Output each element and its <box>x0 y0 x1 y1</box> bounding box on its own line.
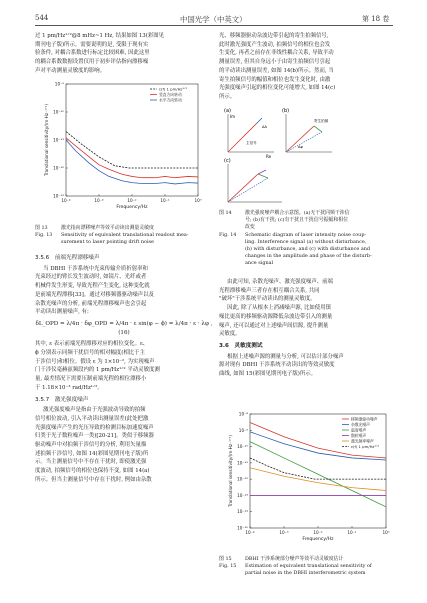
text-line: 述拍频干涉信号, 如图 14(彩图见期刊电子版)所 <box>35 450 149 457</box>
fig15-caption-cn-label: 图 15 <box>219 556 232 562</box>
text-line: "破坏"干涉系统平动读出的测量灵敏度。 <box>219 296 316 303</box>
fig14-label-a: (a) <box>224 108 231 114</box>
text-line: 曲线, 如图 15(彩图见期刊电子版)所示。 <box>219 371 317 378</box>
legend-label: 温度噪声 <box>351 427 367 433</box>
fig14-caption-cn-1: 激光强度噪声耦合示意图。(a)无干扰同频干涉信 <box>245 210 350 216</box>
text-line: 当 DBHI 干涉系统中光束传输介质折射率和 <box>43 265 148 272</box>
y-tick-label: 10⁻¹¹ <box>53 137 64 143</box>
y-tick-label: 10⁻¹⁴ <box>237 509 248 515</box>
y-axis-label: Translational sensitivity/(m·Hz⁻¹ᐟ²) <box>228 435 233 507</box>
x-axis-label: Frequency/Hz <box>302 537 334 542</box>
fig14-caption-cn-2: 号; (b)有干扰; (c)有干扰且干扰信号振幅和相位 <box>245 217 349 224</box>
text-line: 光、移频器驱动杂波边带引起的寄生拍频信号, <box>219 33 329 39</box>
x-tick-label: 10⁰ <box>382 530 390 535</box>
fig14-panel-c <box>224 158 282 202</box>
fig14-vector-parasitic <box>258 174 268 178</box>
fig14-caption <box>219 210 397 268</box>
fig14-caption-en-label: Fig. 14 <box>219 231 237 238</box>
page-number: 544 <box>35 14 49 22</box>
fig14-vector-main <box>228 174 258 202</box>
x-tick-label: 10⁻³ <box>94 198 104 203</box>
fig14-caption-en-5: ance signal <box>245 260 274 267</box>
fig15-caption-cn: DBHI 干涉系统部分噪声等效平动灵敏度估计 <box>245 556 344 562</box>
x-axis-label: Frequency/Hz <box>116 205 148 210</box>
text-line: 因此, 除了从根本上消减噪声源, 比如使用镇 <box>227 305 331 312</box>
text-line: 示。当主测量信号中不存在干扰时, 即使激光强 <box>35 459 147 466</box>
y-tick-label: 10⁻¹⁰ <box>237 444 248 450</box>
fig15-svg <box>222 410 394 552</box>
text-line: 的平动读出测量误差, 如图 14(b)所示。然而, 当 <box>219 67 334 74</box>
fig14-panel-b <box>282 108 332 152</box>
fig14-vector-sum <box>228 178 268 202</box>
fig14-dphi-label: Δφ <box>298 145 303 149</box>
fig14-vector-delta <box>256 118 262 124</box>
legend-label: ε(f) 1 pm/Hz¹ᐟ² <box>351 444 380 449</box>
volume-label: 第 18 卷 <box>362 15 390 23</box>
fig13-caption-cn-label: 图 13 <box>35 225 48 231</box>
fig14-label-c: (c) <box>224 158 231 164</box>
text-line: 是前端光程漂移[33]。通过对移频器驱动噪声以及 <box>35 291 154 298</box>
text-line: 光束经过的臂长发生波动时, 如镜片、光纤或者 <box>35 274 147 281</box>
left-column-lower <box>35 251 213 485</box>
fig14-caption-en-4: changes in the amplitude and phase of the disturb- <box>245 253 372 260</box>
y-axis-label: Translational sensitivity/(m·Hz⁻¹ᐟ²) <box>44 104 49 176</box>
series-line <box>250 458 386 479</box>
y-tick-label: 10⁻¹² <box>53 165 64 171</box>
text-line: 源对现有 DBHI 干涉系统平动读出的等效灵敏度 <box>219 362 335 369</box>
text-line: 寄生拍频信号的幅值和相位也发生变化时, 由激 <box>219 76 331 83</box>
fig14-vector-main <box>228 124 256 152</box>
fig14-caption-en-3: (b) with disturbance, and (c) with disturbance and <box>245 246 371 253</box>
fig13-caption-en-1: Sensitivity of equivalent translational readout mea- <box>61 232 189 239</box>
y-tick-label: 10⁻⁸ <box>238 411 248 417</box>
y-tick-label: 10⁻¹⁰ <box>53 109 64 115</box>
y-tick-label: 10⁻¹⁵ <box>237 525 248 531</box>
series-line <box>66 132 198 168</box>
text-line: 噪比更高的移频驱动源降低杂波边带引入的测量 <box>219 313 333 320</box>
fig14-im-label: Im <box>230 114 236 119</box>
text-line: 噪声, 还可以通过对上述噪声间信源, 提升测量 <box>219 322 329 329</box>
text-line: 机械件发生形变, 导致光程产生变化, 这种变化就 <box>35 283 150 290</box>
legend-label: 激光频率噪声 <box>351 438 374 444</box>
text-line: 光强度噪声产生的光压导致的检测目标加速度噪声 <box>35 424 154 431</box>
text-line: 所示。但当主测量信号中存在干扰时, 例如由杂散 <box>35 476 152 483</box>
x-tick-label: 10⁻³ <box>279 530 289 535</box>
text-line: 度波动, 拍频信号的相位也保持不变, 如图 14(a) <box>35 468 150 475</box>
text-line: 干涉信号)和相位。假设 ε 为 1×10⁻², 为实现噪声 <box>35 358 155 365</box>
fig13-svg <box>40 80 206 220</box>
fig14-panel-a <box>224 108 274 159</box>
legend-label: 移频器驱动噪声 <box>351 416 378 422</box>
text-line: 验条件, 对耦合系数进行标定比较困难, 因此这里 <box>35 50 150 57</box>
series-line <box>66 138 198 178</box>
fig14-vector-parasitic-changed <box>258 170 266 174</box>
text-line: 此时激光强度产生波动, 拍频信号的相位也会发 <box>219 41 331 48</box>
x-tick-label: 10⁻¹ <box>160 198 170 203</box>
x-tick-label: 10⁻⁴ <box>61 198 71 203</box>
text-line: 归类于光子数粒噪声一类)[20-21]。类似于移频器 <box>35 433 154 440</box>
text-line: 其中, ε 表示前端光程漂移对应的相位变化。ε、 <box>35 341 149 348</box>
y-tick-label: 10⁻¹³ <box>237 492 248 498</box>
fig15-caption-en-label: Fig. 15 <box>219 563 237 570</box>
legend-label: 水平方向转动 <box>159 97 182 103</box>
y-tick-label: 10⁻⁹ <box>238 427 248 433</box>
text-line: 光强度噪声引起的相位变化可能增大, 如图 14(c) <box>219 85 336 92</box>
text-line: 杂散光噪声的分析, 前端光程漂移噪声也会引起 <box>35 300 147 307</box>
right-column-middle <box>219 278 397 379</box>
journal-title: 中国光学（中英文） <box>180 15 247 24</box>
fig14-caption-en-1: Schematic diagram of laser intensity noise coup- <box>245 231 367 238</box>
text-line: 激光强度噪声是指由于光强波动导致的拍频 <box>43 407 146 414</box>
fig14-caption-cn-3: 改变 <box>245 224 255 231</box>
y-tick-label: 10⁻⁹ <box>54 81 64 87</box>
x-tick-label: 10⁻¹ <box>347 530 357 535</box>
text-line: 光程漂移噪声三者存在相互耦合关系, 共同 <box>219 287 320 294</box>
text-line: 由此可知, 杂散光噪声、激光强度噪声、前端 <box>227 279 333 285</box>
fig15-caption <box>219 556 399 578</box>
legend-label: 杂散光噪声 <box>351 422 370 427</box>
x-tick-label: 10⁻² <box>127 198 137 203</box>
fig14-label-b: (b) <box>282 108 290 114</box>
legend-label: 竖直方向转动 <box>159 92 182 97</box>
left-column <box>35 32 211 76</box>
fig13-caption <box>35 225 213 247</box>
fig13-caption-en-2: surement to laser pointing drift noise <box>61 239 154 246</box>
legend-label: ε(f) 1 pm/Hz¹ᐟ² <box>159 86 188 92</box>
section-heading-3-6: 3.6 灵敏度测试 <box>219 342 263 349</box>
fig14-caption-cn-label: 图 14 <box>219 210 232 216</box>
fig14-vector-parasitic <box>314 126 322 132</box>
header-rule <box>35 25 393 26</box>
text-line: 所示。 <box>219 93 236 100</box>
fig14-dA-label: ΔA <box>262 125 267 129</box>
text-line: 声对平动测量灵敏度的影响。 <box>35 67 106 74</box>
x-tick-label: 10⁻⁴ <box>245 530 255 535</box>
text-line: 根据上述噪声源的测量与分析, 可以估计部分噪声 <box>227 353 344 360</box>
right-column-top <box>219 32 395 102</box>
text-line: 于 1.18×10⁻³ rad/Hz¹ᐟ²。 <box>35 384 103 391</box>
fig14-svg <box>222 104 394 206</box>
section-heading-3-5-7: 3.5.7 激光强度噪声 <box>35 396 89 403</box>
series-line <box>250 442 386 507</box>
fig15-caption-en-1: Estimation of equivalent translational sensitivity of <box>245 563 372 570</box>
text-line: 驱动噪声中对拍频干涉信号的分析, 利用矢量描 <box>35 442 147 449</box>
x-tick-label: 10⁰ <box>194 198 202 203</box>
y-tick-label: 10⁻¹² <box>237 476 248 482</box>
fig13-chart <box>40 80 206 220</box>
equation-16: δL_OPD = λ/4π · δφ_OPD = λ/4π · ε sin(φ − ϕ) = λ/4π · ε · λφ , (16) <box>35 320 213 336</box>
fig13-caption-cn: 激光指向漂移噪声等效平动读出测量灵敏度 <box>61 225 154 231</box>
text-line: 期刊电子版)所示。需要说明的是, 受限于现有实 <box>35 41 149 48</box>
text-line: 门干涉仪毫赫兹频段内的 1 pm/Hz¹ᐟ² 平动灵敏度测 <box>35 367 160 374</box>
text-line: 平动读出测量噪声, 有: <box>35 309 89 316</box>
text-line: 信号相位波动, 引入平动读出测量误差(此处把激 <box>35 415 149 422</box>
fig13-caption-en-label: Fig. 13 <box>35 232 53 239</box>
fig14-diagram <box>222 104 394 206</box>
intro-paragraph <box>35 32 211 76</box>
x-tick-label: 10⁻² <box>313 530 323 535</box>
text-line: ϕ 分别表示同频干扰信号的相对幅度(相比于主 <box>35 350 145 357</box>
text-line: 灵敏度。 <box>219 331 241 338</box>
y-tick-label: 10⁻¹¹ <box>237 460 248 466</box>
fig14-caption-en-2: ling. Interference signal (a) without disturbance, <box>245 238 367 245</box>
text-line: 的耦合系数数据设置仅用于初步评估指向漂移噪 <box>35 59 149 66</box>
fig14-re-label: Re <box>266 154 272 159</box>
text-line: 量, 最差情况下需要压制前端光程的相位漂移小 <box>35 376 147 383</box>
fig14-main-label: 主信号 <box>246 141 257 145</box>
fig15-chart <box>222 410 394 552</box>
section-heading-3-5-6: 3.5.6 前端光程漂移噪声 <box>35 255 100 261</box>
text-line: 测量误差, 但其自身远小于由寄生拍频信号引起 <box>219 59 331 66</box>
text-line: 过 1 pm/Hz¹ᐟ²@8 mHz~1 Hz, 结果如图 13(彩图见 <box>35 33 164 39</box>
text-line: 生变化, 再者之前存在非线性耦合关系, 导致平动 <box>219 50 334 57</box>
legend-label: 散粒噪声 <box>351 433 367 438</box>
fig15-caption-en-2: partial noise in the DBHI interferometric system <box>245 570 366 577</box>
fig14-parasitic-label: 寄生拍频 <box>314 119 329 123</box>
y-tick-label: 10⁻¹³ <box>53 193 64 199</box>
